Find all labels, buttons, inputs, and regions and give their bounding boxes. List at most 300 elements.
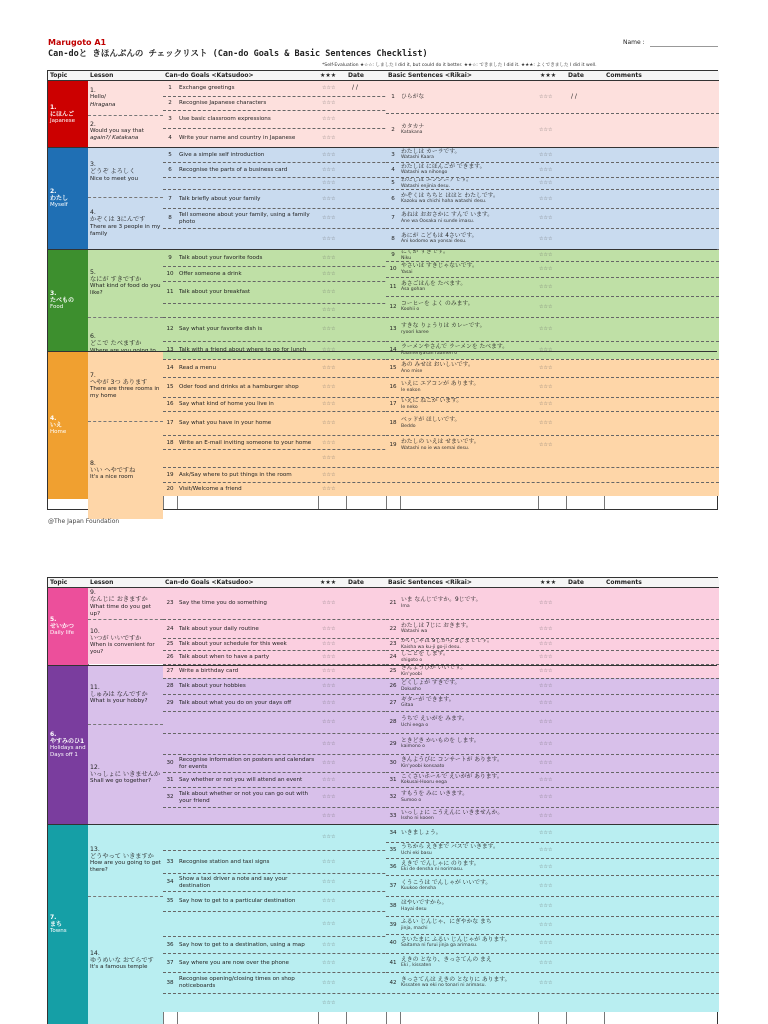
self-evaluation-stars[interactable]: ☆☆☆ [539, 151, 553, 158]
self-evaluation-stars[interactable]: ☆☆☆ [539, 776, 553, 783]
date-cell[interactable] [563, 148, 597, 162]
sentence-romaji: Eki , kissaten [401, 963, 432, 968]
date-cell[interactable] [563, 825, 597, 842]
self-evaluation-stars[interactable]: ☆☆☆ [539, 641, 553, 648]
date-cell[interactable] [346, 788, 386, 807]
self-evaluation-stars[interactable]: ☆☆☆ [322, 776, 336, 783]
basic-sentence-row[interactable] [386, 638, 719, 650]
cando-number: 34 [166, 879, 174, 886]
date-cell[interactable] [563, 859, 597, 875]
self-evaluation-stars[interactable]: ☆☆☆ [322, 683, 336, 690]
date-cell[interactable] [563, 651, 597, 664]
sentence-number: 6 [391, 195, 395, 202]
self-evaluation-stars[interactable]: ☆☆☆ [322, 85, 336, 92]
date-cell[interactable] [563, 679, 597, 694]
date-cell[interactable] [346, 755, 386, 772]
self-evaluation-stars[interactable]: ☆☆☆ [539, 420, 553, 427]
date-cell[interactable] [346, 954, 386, 972]
date-cell[interactable] [563, 620, 597, 638]
date-cell[interactable] [563, 788, 597, 807]
date-cell[interactable] [563, 876, 597, 896]
date-cell[interactable]: / / [571, 92, 577, 100]
date-cell[interactable] [346, 378, 386, 397]
cando-text: Say what you have in your home [179, 420, 272, 427]
date-cell[interactable] [563, 712, 597, 733]
basic-sentence-row[interactable] [386, 678, 719, 694]
date-cell[interactable] [563, 318, 597, 341]
date-cell[interactable] [346, 436, 386, 450]
date-cell[interactable] [346, 360, 386, 377]
self-evaluation-stars[interactable]: ☆☆☆ [539, 922, 553, 929]
basic-sentence-row[interactable] [386, 842, 719, 858]
sentence-romaji: Watashi no ie wa semai desu. [401, 445, 470, 451]
date-cell[interactable] [346, 588, 386, 619]
basic-sentence-row[interactable] [386, 694, 719, 711]
self-evaluation-stars[interactable]: ☆☆☆ [322, 641, 336, 648]
self-evaluation-stars[interactable]: ☆☆☆ [539, 283, 553, 290]
sentence-text [400, 734, 535, 754]
self-evaluation-stars[interactable]: ☆☆☆ [322, 270, 336, 277]
sentence-romaji: ryoori karee [401, 329, 429, 335]
sentence-romaji: Sumoo o [401, 797, 422, 803]
sentence-romaji: Ano mise [401, 368, 423, 374]
date-cell[interactable] [346, 808, 386, 824]
self-evaluation-stars[interactable]: ☆☆☆ [539, 654, 553, 661]
sentence-japanese: ひらがな [401, 93, 425, 100]
date-cell[interactable] [563, 378, 597, 397]
basic-sentence-row[interactable] [386, 177, 719, 189]
date-cell[interactable] [563, 734, 597, 754]
topic-en: Towns [50, 927, 67, 934]
self-evaluation-stars[interactable]: ☆☆☆ [322, 879, 336, 886]
self-evaluation-stars[interactable]: ☆☆☆ [322, 486, 336, 493]
sentence-romaji: kaimono o [401, 744, 425, 749]
name-field-line[interactable] [650, 46, 718, 47]
self-evaluation-stars[interactable]: ☆☆☆ [322, 858, 336, 865]
self-evaluation-stars[interactable]: ☆☆☆ [539, 166, 553, 173]
self-evaluation-stars[interactable]: ☆☆☆ [322, 699, 336, 706]
cando-number [163, 450, 177, 467]
self-evaluation-stars[interactable]: ☆☆☆ [539, 401, 553, 408]
self-evaluation-stars[interactable]: ☆☆☆ [539, 235, 553, 242]
basic-sentence-row[interactable] [386, 377, 719, 397]
self-evaluation-stars[interactable]: ☆☆☆ [322, 166, 336, 173]
self-evaluation-stars[interactable]: ☆☆☆ [322, 235, 336, 242]
self-evaluation-stars[interactable]: ☆☆☆ [322, 455, 336, 462]
basic-sentence-row[interactable] [386, 733, 719, 754]
basic-sentence-row[interactable] [386, 249, 719, 261]
self-evaluation-stars[interactable]: ☆☆☆ [539, 442, 553, 449]
date-cell[interactable] [346, 209, 386, 228]
sentence-romaji: Katakana [401, 130, 423, 135]
self-evaluation-stars[interactable]: ☆☆☆ [539, 959, 553, 966]
self-evaluation-stars[interactable]: ☆☆☆ [322, 999, 336, 1006]
self-evaluation-stars[interactable]: ☆☆☆ [539, 847, 553, 854]
basic-sentence-row[interactable] [386, 824, 719, 842]
lesson-cell [88, 351, 163, 421]
self-evaluation-stars[interactable]: ☆☆☆ [539, 215, 553, 222]
basic-sentence-row[interactable] [386, 147, 719, 162]
basic-sentence-row[interactable] [386, 189, 719, 208]
self-evaluation-stars[interactable]: ☆☆☆ [322, 307, 336, 314]
topic-separator [48, 351, 717, 352]
basic-sentence-row[interactable] [386, 588, 719, 619]
sentence-text [400, 679, 535, 694]
lesson-cell [88, 115, 163, 147]
basic-sentence-row[interactable] [386, 397, 719, 411]
lesson-jp: ゆうめいな おてらです [90, 956, 154, 964]
cando-row[interactable] [163, 467, 719, 482]
sentence-text [400, 178, 535, 189]
basic-sentence-row[interactable] [386, 435, 719, 455]
self-evaluation-stars[interactable]: ☆☆☆ [539, 903, 553, 910]
date-cell[interactable] [346, 450, 386, 467]
self-evaluation-stars[interactable]: ☆☆☆ [539, 794, 553, 801]
date-cell[interactable] [346, 163, 386, 177]
date-cell[interactable] [563, 190, 597, 208]
date-cell[interactable] [346, 229, 386, 249]
sentence-number: 34 [389, 830, 397, 837]
basic-sentence-row[interactable] [386, 934, 719, 951]
basic-sentence-row[interactable] [386, 228, 719, 249]
date-cell[interactable] [346, 178, 386, 189]
date-cell[interactable] [563, 250, 597, 261]
date-cell[interactable] [563, 843, 597, 858]
self-evaluation-stars[interactable]: ☆☆☆ [322, 151, 336, 158]
self-evaluation-stars[interactable]: ☆☆☆ [539, 180, 553, 187]
cando-number: 35 [166, 898, 174, 905]
date-cell[interactable] [563, 278, 597, 296]
sentence-text [400, 318, 535, 341]
cando-row[interactable] [163, 482, 719, 496]
date-cell[interactable] [346, 639, 386, 650]
cando-text: Ask/Say where to put things in the room [179, 471, 292, 478]
date-cell[interactable] [346, 620, 386, 638]
topic-en: Daily life [50, 630, 75, 636]
date-cell[interactable] [346, 190, 386, 208]
self-evaluation-stars[interactable]: ☆☆☆ [322, 195, 336, 202]
self-evaluation-stars[interactable]: ☆☆☆ [539, 863, 553, 870]
lesson-en: There are three rooms in my home [90, 386, 160, 400]
self-evaluation-stars[interactable]: ☆☆☆ [322, 600, 336, 607]
cando-text: Write your name and country in Japanese [179, 134, 296, 141]
basic-sentence-row[interactable] [386, 277, 719, 296]
date-cell[interactable] [563, 178, 597, 189]
self-evaluation-stars[interactable]: ☆☆☆ [539, 384, 553, 391]
self-evaluation-stars[interactable]: ☆☆☆ [322, 439, 336, 446]
date-cell[interactable] [563, 588, 597, 619]
sentence-japanese: うちから えきまで バスで いきます。 [401, 844, 499, 851]
sentence-japanese: ギターが できます。 [401, 696, 455, 703]
sentence-japanese: いま なんじですか。9じです。 [401, 597, 482, 604]
column-header-cando: Can-do Goals <Katsudoo> [163, 578, 318, 588]
date-cell[interactable] [346, 412, 386, 435]
self-evaluation-stars[interactable]: ☆☆☆ [322, 254, 336, 261]
sentence-japanese: いえに ねこが います。 [401, 398, 463, 405]
date-cell[interactable] [563, 360, 597, 377]
basic-sentence-row[interactable] [386, 261, 719, 277]
date-cell[interactable] [346, 148, 386, 162]
sentence-text [400, 278, 535, 296]
date-cell[interactable] [346, 483, 386, 496]
self-evaluation-stars[interactable]: ☆☆☆ [322, 941, 336, 948]
cando-text: Talk about your schedule for this week [179, 641, 287, 648]
date-cell[interactable] [346, 651, 386, 664]
topic-separator [48, 249, 717, 250]
cando-number: 33 [166, 858, 174, 865]
basic-sentence-row[interactable] [386, 664, 719, 678]
basic-sentence-row[interactable] [386, 807, 719, 824]
date-cell[interactable]: / / [352, 84, 358, 92]
date-cell[interactable] [346, 892, 386, 911]
sentence-number: 37 [389, 882, 397, 889]
sentence-japanese: あにが こどもは 4さいです。 [401, 232, 478, 239]
basic-sentence-row[interactable] [386, 411, 719, 435]
cando-number [163, 994, 177, 1012]
cando-text: Read a menu [179, 365, 217, 372]
date-cell[interactable] [563, 262, 597, 277]
self-evaluation-stars[interactable]: ☆☆☆ [322, 654, 336, 661]
self-evaluation-stars[interactable]: ☆☆☆ [322, 471, 336, 478]
basic-sentence-row[interactable] [386, 341, 719, 359]
basic-sentence-row[interactable] [386, 875, 719, 896]
basic-sentence-row[interactable] [386, 317, 719, 341]
date-cell[interactable] [563, 639, 597, 650]
sentence-number: 16 [389, 384, 397, 391]
date-cell[interactable] [346, 851, 386, 873]
date-cell[interactable] [563, 917, 597, 934]
topic-cell [48, 665, 88, 824]
self-evaluation-stars[interactable]: ☆☆☆ [322, 365, 336, 372]
self-evaluation-stars[interactable]: ☆☆☆ [539, 347, 553, 354]
self-evaluation-stars[interactable]: ☆☆☆ [539, 326, 553, 333]
date-cell[interactable] [346, 712, 386, 733]
date-cell[interactable] [563, 229, 597, 249]
self-evaluation-stars[interactable]: ☆☆☆ [322, 625, 336, 632]
date-cell[interactable] [563, 297, 597, 317]
date-cell[interactable] [346, 937, 386, 953]
date-cell[interactable] [563, 755, 597, 772]
self-evaluation-stars[interactable]: ☆☆☆ [322, 180, 336, 187]
lesson-jp: かぞくは 3にんです [90, 216, 146, 224]
basic-sentence-row[interactable] [386, 787, 719, 807]
sentence-text [400, 262, 535, 277]
date-cell[interactable] [563, 897, 597, 916]
date-cell[interactable] [346, 318, 386, 341]
sentence-romaji: Uchi eki basu [401, 850, 432, 856]
basic-sentence-row[interactable] [386, 711, 719, 733]
cando-number [163, 825, 177, 850]
cando-number [163, 712, 177, 733]
date-cell[interactable] [346, 874, 386, 891]
date-cell[interactable] [346, 665, 386, 678]
date-cell[interactable] [346, 267, 386, 281]
self-evaluation-stars[interactable]: ☆☆☆ [322, 215, 336, 222]
date-cell[interactable] [346, 994, 386, 1012]
self-evaluation-stars[interactable]: ☆☆☆ [322, 719, 336, 726]
date-cell[interactable] [346, 129, 386, 147]
self-evaluation-stars[interactable]: ☆☆☆ [539, 882, 553, 889]
self-evaluation-stars[interactable]: ☆☆☆ [322, 289, 336, 296]
basic-sentence-row[interactable] [386, 162, 719, 177]
self-evaluation-stars[interactable]: ☆☆☆ [322, 100, 336, 107]
basic-sentence-row[interactable] [386, 972, 719, 993]
self-evaluation-stars[interactable]: ☆☆☆ [322, 812, 336, 819]
basic-sentence-row[interactable] [386, 359, 719, 377]
date-cell[interactable] [346, 304, 386, 317]
topic-jp: わたし [50, 194, 69, 202]
lesson-en: Nice to meet you [90, 175, 139, 182]
basic-sentence-row[interactable] [386, 208, 719, 228]
date-cell[interactable] [346, 973, 386, 993]
sentence-romaji: Ane wa Oosaka ni sunde imasu. [401, 218, 475, 224]
date-cell[interactable] [563, 695, 597, 711]
date-cell[interactable] [563, 163, 597, 177]
sentence-text [400, 81, 535, 113]
self-evaluation-stars[interactable]: ☆☆☆ [539, 699, 553, 706]
topic-jp: やすみのひ1 [50, 737, 85, 745]
cando-number: 11 [166, 289, 174, 296]
date-cell[interactable] [346, 773, 386, 787]
sentence-text [400, 148, 535, 162]
date-cell[interactable] [563, 973, 597, 993]
date-cell[interactable] [563, 954, 597, 972]
date-cell[interactable] [346, 912, 386, 936]
date-cell[interactable] [346, 679, 386, 694]
topic-jp: いえ [50, 421, 63, 429]
self-evaluation-stars[interactable]: ☆☆☆ [539, 668, 553, 675]
basic-sentence-row[interactable] [386, 916, 719, 934]
self-evaluation-stars[interactable]: ☆☆☆ [539, 939, 553, 946]
sentence-number: 4 [391, 166, 395, 173]
basic-sentence-row[interactable] [386, 113, 719, 146]
self-evaluation-stars[interactable]: ☆☆☆ [322, 420, 336, 427]
lesson-cell [88, 824, 163, 896]
sentence-text [400, 114, 535, 146]
basic-sentence-row[interactable] [386, 953, 719, 972]
cando-text: Recognise the parts of a business card [179, 166, 288, 173]
basic-sentence-row[interactable] [386, 772, 719, 787]
lesson-en: What time do you get up? [90, 603, 151, 617]
basic-sentence-row[interactable] [386, 858, 719, 875]
topic-cell [48, 249, 88, 351]
date-cell[interactable] [563, 436, 597, 455]
date-cell[interactable] [563, 209, 597, 228]
self-evaluation-stars[interactable]: ☆☆☆ [539, 740, 553, 747]
date-cell[interactable] [346, 282, 386, 303]
lesson-en: It's a nice room [90, 474, 134, 481]
date-cell[interactable] [346, 734, 386, 754]
cando-row[interactable] [163, 993, 719, 1012]
self-evaluation-stars[interactable]: ☆☆☆ [539, 93, 553, 100]
self-evaluation-stars[interactable]: ☆☆☆ [322, 134, 336, 141]
sentence-japanese: どくしょが すきです。 [401, 680, 461, 687]
sentence-japanese: えきの となり、きっさてんの まえ [401, 956, 492, 963]
self-evaluation-stars[interactable]: ☆☆☆ [539, 625, 553, 632]
self-evaluation-stars[interactable]: ☆☆☆ [322, 959, 336, 966]
sentence-number: 10 [389, 266, 397, 273]
date-cell[interactable] [346, 825, 386, 850]
self-evaluation-stars[interactable]: ☆☆☆ [322, 740, 336, 747]
self-evaluation-stars[interactable]: ☆☆☆ [539, 303, 553, 310]
date-cell[interactable] [346, 468, 386, 482]
sentence-text [400, 639, 535, 650]
self-evaluation-stars[interactable]: ☆☆☆ [322, 760, 336, 767]
date-cell[interactable] [346, 111, 386, 128]
self-evaluation-stars[interactable]: ☆☆☆ [539, 266, 553, 273]
date-cell[interactable] [563, 114, 597, 146]
self-evaluation-stars[interactable]: ☆☆☆ [322, 794, 336, 801]
date-cell[interactable] [346, 695, 386, 711]
self-evaluation-stars[interactable]: ☆☆☆ [322, 326, 336, 333]
date-cell[interactable] [563, 808, 597, 824]
cando-number: 15 [166, 384, 174, 391]
basic-sentence-row[interactable] [386, 896, 719, 916]
self-evaluation-stars[interactable]: ☆☆☆ [539, 683, 553, 690]
self-evaluation-stars[interactable]: ☆☆☆ [322, 668, 336, 675]
basic-sentence-row[interactable] [386, 81, 719, 113]
self-evaluation-stars[interactable]: ☆☆☆ [539, 600, 553, 607]
date-cell[interactable] [563, 412, 597, 435]
self-evaluation-stars[interactable]: ☆☆☆ [539, 126, 553, 133]
cando-text: Talk briefly about your family [179, 195, 261, 202]
self-evaluation-stars[interactable]: ☆☆☆ [539, 760, 553, 767]
cando-text: Give a simple self introduction [179, 151, 265, 158]
self-evaluation-stars[interactable]: ☆☆☆ [322, 898, 336, 905]
sentence-number: 13 [389, 326, 397, 333]
sentence-text [400, 973, 535, 993]
self-evaluation-stars[interactable]: ☆☆☆ [322, 834, 336, 841]
self-evaluation-stars[interactable]: ☆☆☆ [322, 116, 336, 123]
topic-jp: まち [50, 920, 63, 928]
date-cell[interactable] [346, 398, 386, 411]
self-evaluation-stars[interactable]: ☆☆☆ [322, 401, 336, 408]
self-evaluation-stars[interactable]: ☆☆☆ [322, 347, 336, 354]
date-cell[interactable] [563, 935, 597, 951]
self-evaluation-stars[interactable]: ☆☆☆ [539, 979, 553, 986]
self-evaluation-stars[interactable]: ☆☆☆ [539, 195, 553, 202]
sentence-text [400, 297, 535, 317]
basic-sentence-row[interactable] [386, 619, 719, 638]
self-evaluation-stars[interactable]: ☆☆☆ [539, 830, 553, 837]
sentence-text [400, 250, 535, 261]
self-evaluation-stars[interactable]: ☆☆☆ [322, 384, 336, 391]
sentence-number: 7 [391, 215, 395, 222]
basic-sentence-row[interactable] [386, 650, 719, 664]
basic-sentence-row[interactable] [386, 754, 719, 772]
date-cell[interactable] [563, 398, 597, 411]
sentence-japanese: やさいは すきじゃないです。 [401, 263, 478, 270]
date-cell[interactable] [346, 97, 386, 110]
date-cell[interactable] [346, 250, 386, 266]
date-cell[interactable] [563, 665, 597, 678]
self-evaluation-stars[interactable]: ☆☆☆ [539, 365, 553, 372]
self-evaluation-stars[interactable]: ☆☆☆ [539, 252, 553, 259]
self-evaluation-stars[interactable]: ☆☆☆ [539, 719, 553, 726]
sentence-text [400, 651, 535, 664]
cando-text: Visit/Welcome a friend [179, 486, 242, 493]
self-evaluation-stars[interactable]: ☆☆☆ [322, 920, 336, 927]
sentence-japanese: きんようびに コンサートが あります。 [401, 757, 503, 764]
cando-text [177, 304, 318, 317]
self-evaluation-stars[interactable]: ☆☆☆ [539, 812, 553, 819]
date-cell[interactable] [563, 773, 597, 787]
self-evaluation-stars[interactable]: ☆☆☆ [322, 979, 336, 986]
basic-sentence-row[interactable] [386, 296, 719, 317]
sentence-romaji: Eki de densha ni norimasu. [401, 867, 464, 872]
sentence-number: 29 [389, 740, 397, 747]
sentence-romaji: Hayai desu [401, 906, 427, 912]
